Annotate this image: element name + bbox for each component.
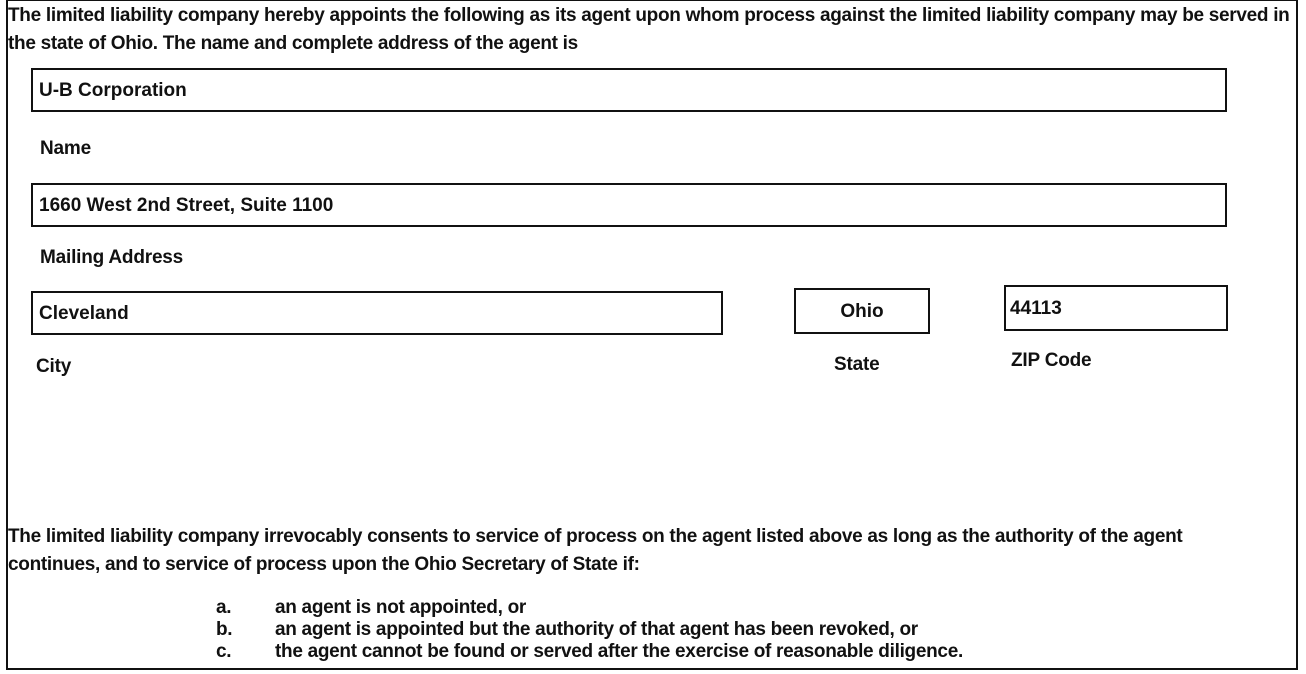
city-value: Cleveland — [39, 302, 129, 324]
agent-name-value: U-B Corporation — [39, 79, 187, 101]
list-item-text: an agent is appointed but the authority of that agent has been revoked, or — [275, 619, 918, 640]
state-field[interactable] — [794, 288, 930, 334]
state-label: State — [834, 354, 880, 375]
list-item-letter: c. — [216, 641, 232, 662]
mailing-address-value: 1660 West 2nd Street, Suite 1100 — [39, 194, 334, 216]
list-item-letter: a. — [216, 597, 232, 618]
list-item — [216, 619, 963, 641]
zip-code-value: 44113 — [1010, 297, 1062, 319]
agent-name-field[interactable] — [31, 68, 1227, 112]
list-item-text: the agent cannot be found or served after the exercise of reasonable diligence. — [275, 641, 963, 662]
list-item-text: an agent is not appointed, or — [275, 597, 526, 618]
mailing-address-field[interactable] — [31, 183, 1227, 227]
consent-text: The limited liability company irrevocably consents to service of process on the agent listed above as long as the authority of the agent continues, and to service of process upon the Ohio Secretary of State if: — [8, 526, 1183, 575]
city-field[interactable] — [31, 291, 723, 335]
state-value: Ohio — [840, 300, 884, 322]
agent-name-label: Name — [40, 138, 91, 159]
zip-code-field[interactable] — [1004, 285, 1228, 331]
zip-code-label: ZIP Code — [1011, 350, 1092, 371]
mailing-address-label: Mailing Address — [40, 247, 184, 268]
list-item — [216, 641, 963, 663]
list-item — [216, 597, 963, 619]
agent-appointment-text: The limited liability company hereby appoints the following as its agent upon whom process against the limited liability company may be served in the state of Ohio. The name and complete address of the agent is — [8, 5, 1290, 54]
list-item-letter: b. — [216, 619, 233, 640]
city-label: City — [36, 356, 72, 377]
conditions-list — [216, 597, 963, 663]
